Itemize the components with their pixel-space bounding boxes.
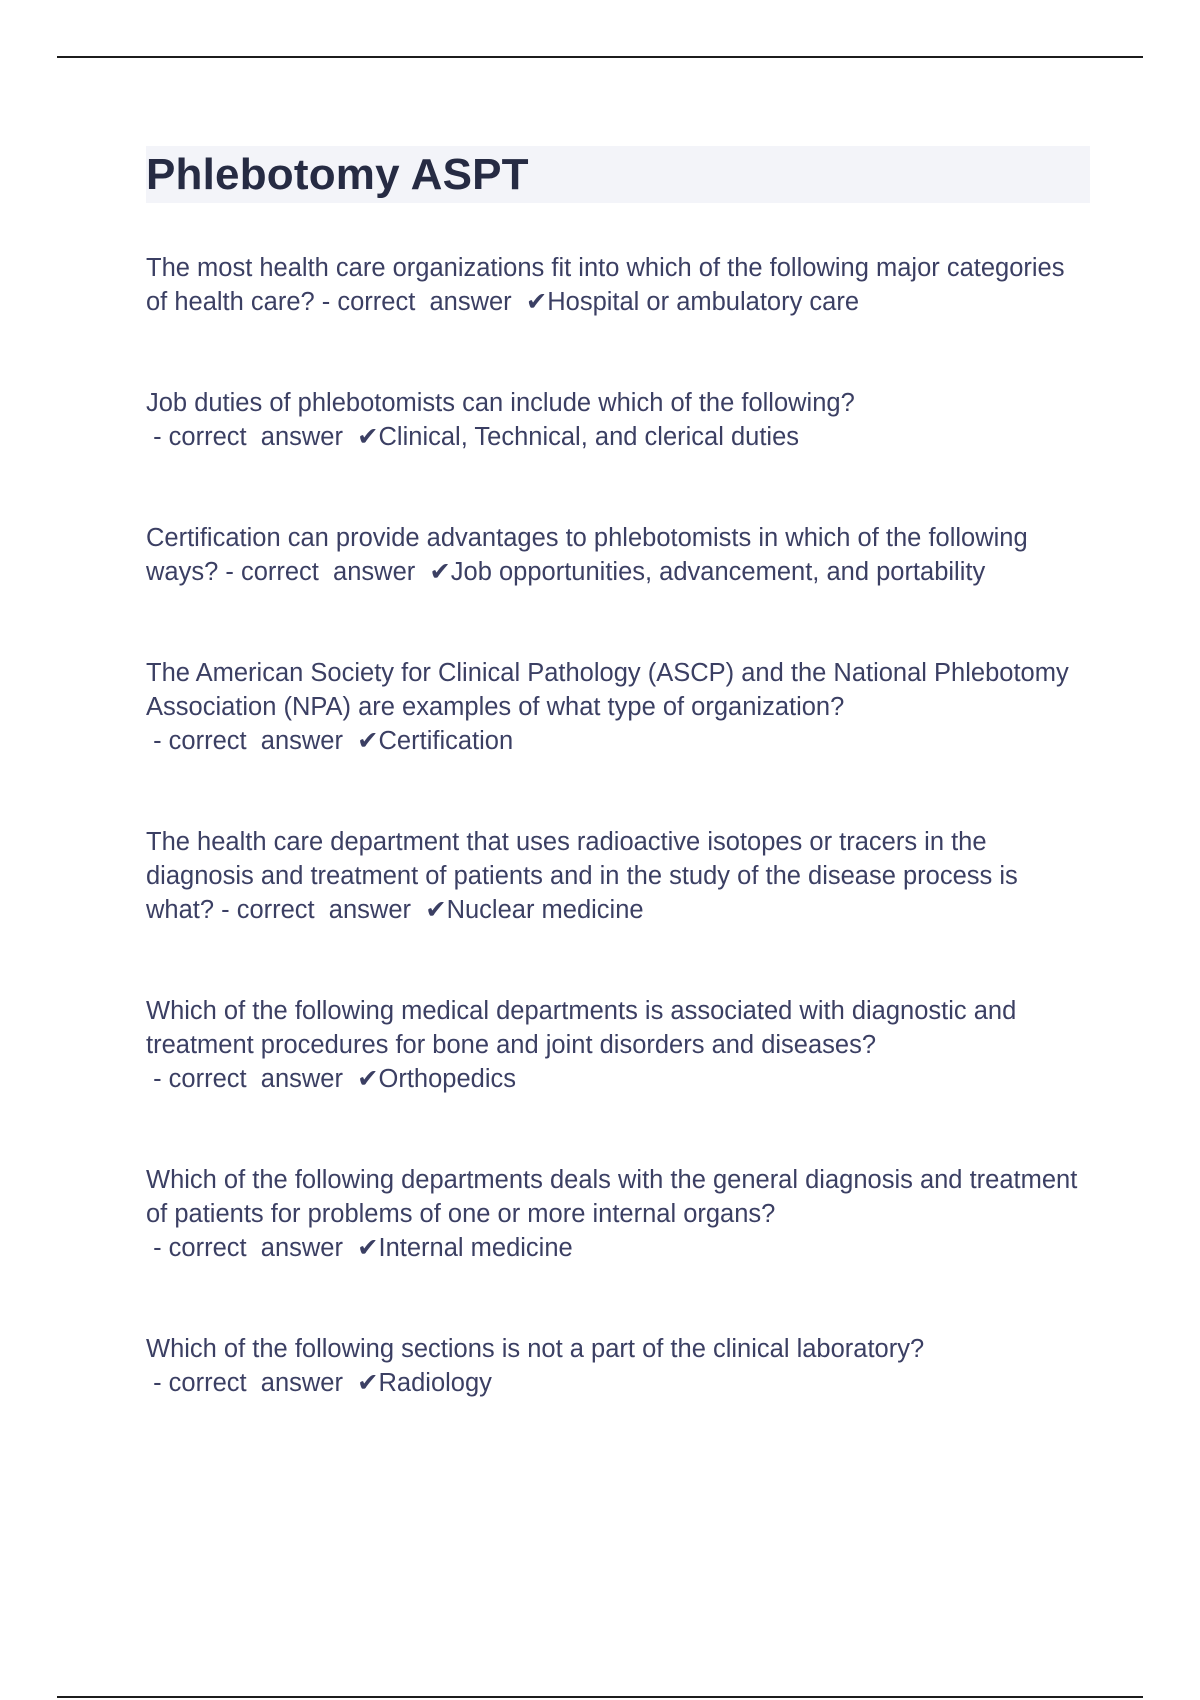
checkmark-icon: ✔ <box>525 288 548 316</box>
question-text: The American Society for Clinical Pathology (ASCP) and the National Phlebotomy Association (NPA) are examples of what type of organization? <box>146 659 1069 721</box>
qa-item <box>146 1332 1090 1400</box>
document-title: Phlebotomy ASPT <box>146 149 529 199</box>
answer-text: Clinical, Technical, and clerical duties <box>378 423 800 451</box>
qa-item <box>146 386 1090 454</box>
top-rule <box>57 56 1143 58</box>
answer-separator: - correct answer <box>146 727 358 755</box>
document-body <box>146 146 1090 1467</box>
question-text: Which of the following sections is not a part of the clinical laboratory? <box>146 1335 925 1363</box>
checkmark-icon: ✔ <box>357 1065 379 1093</box>
qa-item <box>146 1163 1090 1265</box>
checkmark-icon: ✔ <box>429 558 451 586</box>
answer-separator: - correct answer <box>218 558 430 586</box>
answer-separator: - correct answer <box>146 1065 358 1093</box>
bottom-rule <box>57 1696 1143 1698</box>
answer-separator: - correct answer <box>146 423 358 451</box>
answer-separator: - correct answer <box>314 288 526 316</box>
answer-separator: - correct answer <box>214 896 426 924</box>
qa-item <box>146 994 1090 1096</box>
title-band <box>146 146 1090 203</box>
answer-text: Certification <box>378 727 514 755</box>
qa-item <box>146 251 1090 319</box>
question-text: Which of the following departments deals with the general diagnosis and treatment of patients for problems of one or more internal organs? <box>146 1166 1078 1228</box>
answer-text: Orthopedics <box>378 1065 517 1093</box>
answer-separator: - correct answer <box>146 1369 358 1397</box>
answer-separator: - correct answer <box>146 1234 358 1262</box>
checkmark-icon: ✔ <box>357 727 379 755</box>
answer-text: Radiology <box>378 1369 492 1397</box>
checkmark-icon: ✔ <box>425 896 447 924</box>
checkmark-icon: ✔ <box>357 423 379 451</box>
question-text: The health care department that uses radioactive isotopes or tracers in the diagnosis and treatment of patients and in the study of the disease process is what? <box>146 828 1018 924</box>
answer-text: Hospital or ambulatory care <box>547 288 860 316</box>
checkmark-icon: ✔ <box>357 1369 379 1397</box>
answer-text: Internal medicine <box>378 1234 573 1262</box>
checkmark-icon: ✔ <box>357 1234 379 1262</box>
answer-text: Nuclear medicine <box>446 896 644 924</box>
qa-item <box>146 656 1090 758</box>
question-text: The most health care organizations fit into which of the following major categories of health care? <box>146 254 1065 316</box>
qa-item <box>146 825 1090 927</box>
answer-text: Job opportunities, advancement, and portability <box>450 558 986 586</box>
qa-list <box>146 251 1090 1400</box>
qa-item <box>146 521 1090 589</box>
question-text: Job duties of phlebotomists can include which of the following? <box>146 389 855 417</box>
question-text: Which of the following medical departments is associated with diagnostic and treatment procedures for bone and joint disorders and diseases? <box>146 997 1017 1059</box>
question-text: Certification can provide advantages to phlebotomists in which of the following ways? <box>146 524 1028 586</box>
